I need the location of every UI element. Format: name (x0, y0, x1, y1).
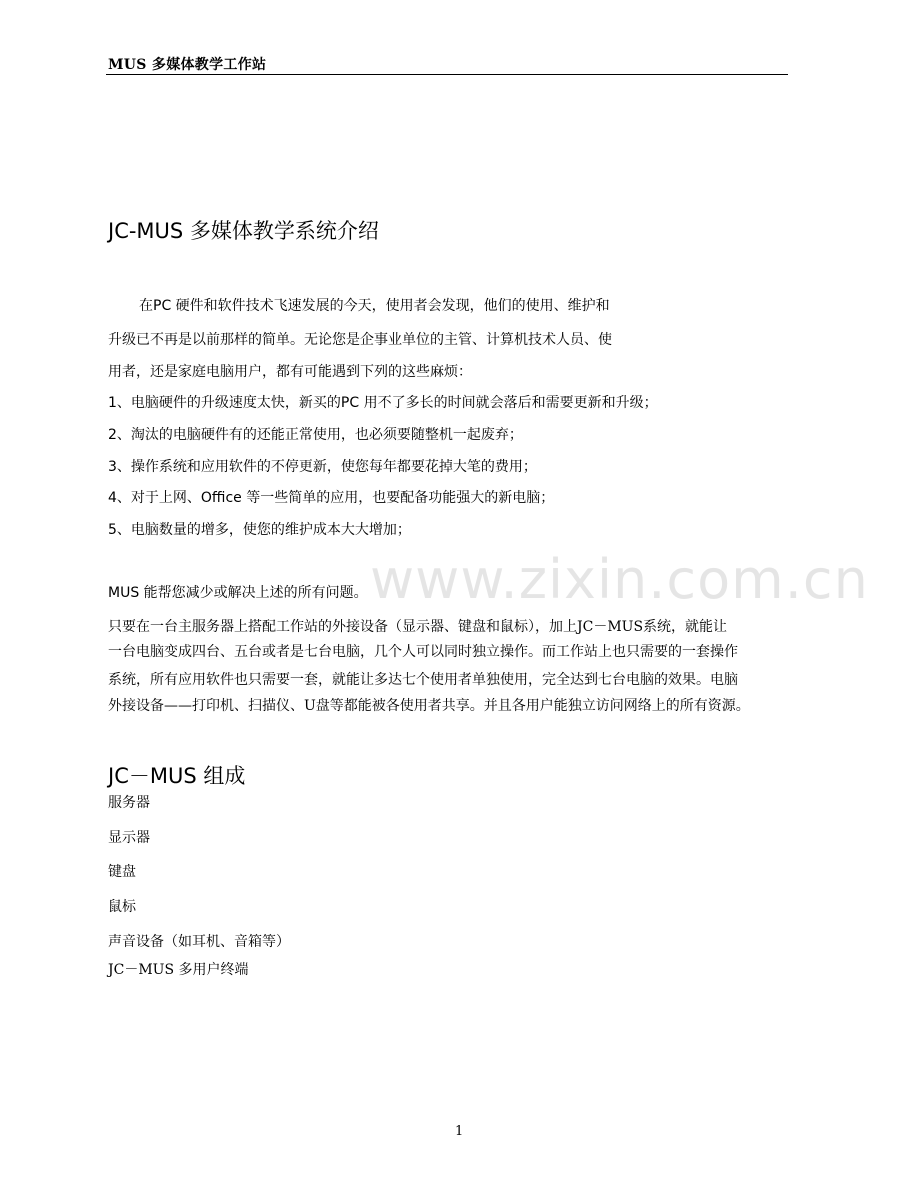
problem-item-2: 2、淘汰的电脑硬件有的还能正常使用，也必须要随整机一起废弃； (108, 427, 523, 443)
problem-item-3: 3、操作系统和应用软件的不停更新，使您每年都要花掉大笔的费用； (108, 459, 537, 475)
solution-line-2: 一台电脑变成四台、五台或者是七台电脑，几个人可以同时独立操作。而工作站上也只需要的一套操作 (108, 644, 738, 660)
component-item-keyboard: 键盘 (108, 864, 136, 880)
problem-item-1: 1、电脑硬件的升级速度太快，新买的PC 用不了多长的时间就会落后和需要更新和升级； (108, 395, 658, 411)
components-title: JC－MUS 组成 (108, 764, 246, 788)
component-item-monitor: 显示器 (108, 830, 150, 846)
component-item-mouse: 鼠标 (108, 899, 136, 915)
page-header-title: MUS 多媒体教学工作站 (108, 57, 267, 73)
intro-line-3: 用者，还是家庭电脑用户，都有可能遇到下列的这些麻烦： (108, 364, 472, 380)
watermark: www.zixin.com.cn (370, 548, 869, 611)
component-item-audio: 声音设备（如耳机、音箱等） (108, 934, 290, 950)
page-number: 1 (455, 1124, 464, 1139)
solution-line-1: 只要在一台主服务器上搭配工作站的外接设备（显示器、键盘和鼠标），加上JC－MUS系统，就能让 (108, 619, 728, 635)
problem-item-5: 5、电脑数量的增多，使您的维护成本大大增加； (108, 522, 411, 538)
solution-intro: MUS 能帮您减少或解决上述的所有问题。 (108, 585, 368, 601)
document-title: JC-MUS 多媒体教学系统介绍 (108, 219, 379, 243)
intro-line-1: 在PC 硬件和软件技术飞速发展的今天，使用者会发现，他们的使用、维护和 (139, 298, 610, 314)
component-item-terminal: JC－MUS 多用户终端 (108, 962, 249, 978)
page-header-rule (106, 74, 788, 75)
component-item-server: 服务器 (108, 795, 150, 811)
solution-line-3: 系统，所有应用软件也只需要一套，就能让多达七个使用者单独使用，完全达到七台电脑的效果。电脑 (108, 672, 738, 688)
solution-line-4: 外接设备——打印机、扫描仪、U盘等都能被各使用者共享。并且各用户能独立访问网络上的所有资源。 (108, 698, 750, 714)
intro-line-2: 升级已不再是以前那样的简单。无论您是企事业单位的主管、计算机技术人员、使 (108, 332, 612, 348)
problem-item-4: 4、对于上网、Office 等一些简单的应用，也要配备功能强大的新电脑； (108, 490, 555, 506)
